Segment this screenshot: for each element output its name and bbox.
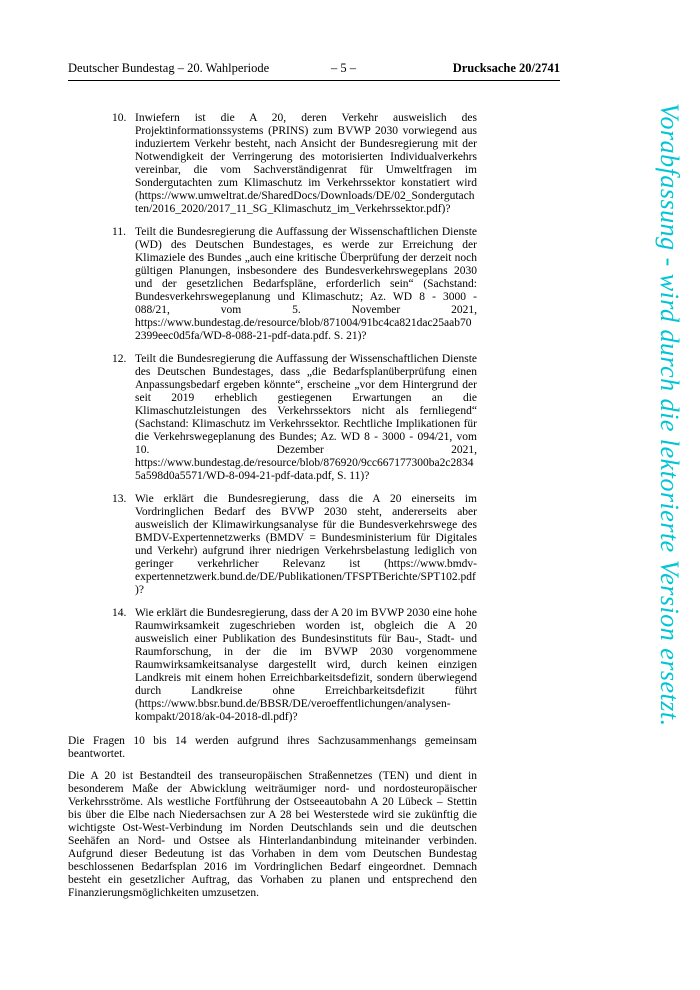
page-header: [68, 61, 560, 77]
question-text: Teilt die Bundesregierung die Auffassung der Wissenschaftlichen Dienste (WD) des Deutschen Bundestages, es werde zur Erreichung der Klimaziele des Bundes „auch eine kritische Überprüfung der derzeit noch gültigen Planungen, insbesondere des Bundesverkehrswegeplans 2030 und der gesetzlichen Bedarfspläne, erforderlich sein“ (Sachstand: Bundesverkehrswegeplanung und Klimaschutz; Az. WD 8 - 3000 - 088/21, vom 5. November 2021, https://www.bundestag.de/resource/blob/871004/91bc4ca821dac25aab702399eec0d5fa/WD-8-088-21-pdf-data.pdf. S. 21)?: [135, 226, 477, 342]
header-rule: [68, 80, 560, 81]
header-drucksache-number: 20/2741: [519, 61, 560, 75]
question-text: Inwiefern ist die A 20, deren Verkehr ausweislich des Projektinformationssystems (PRINS) zum BVWP 2030 vorwiegend aus induziertem Verkehr besteht, nach Ansicht der Bundesregierung mit der Notwendigkeit der Verringerung des motorisierten Individualverkehrs vereinbar, die vom Sachverständigenrat für Umweltfragen im Sondergutachten zum Klimaschutz im Verkehrssektor konstatiert wird (https://www.umweltrat.de/SharedDocs/Downloads/DE/02_Sondergutachten/2016_2020/2017_11_SG_Klimaschutz_im_Verkehrssektor.pdf)?: [135, 112, 477, 215]
header-page-number: – 5 –: [331, 61, 357, 75]
question-item-11: [112, 226, 477, 343]
question-item-10: [112, 112, 477, 216]
question-number: 14.: [112, 607, 127, 619]
question-number: 10.: [112, 112, 127, 124]
question-text: Wie erklärt die Bundesregierung, dass die A 20 einerseits im Vordringlichen Bedarf des BVWP 2030 steht, andererseits aber ausweislich der Klimawirkungsanalyse für die Bundesverkehrswege des BMDV-Expertennetzwerks (BMDV = Bundesministerium für Digitales und Verkehr) aufgrund ihrer niedrigen Verkehrsbelastung lediglich von geringer verkehrlicher Relevanz ist (https://www.bmdv-expertennetzwerk.bund.de/DE/Publikationen/TFSPTBerichte/SPT102.pdf)?: [135, 493, 477, 596]
question-number: 11.: [112, 226, 126, 238]
question-number: 12.: [112, 353, 127, 365]
answer-intro: Die Fragen 10 bis 14 werden aufgrund ihres Sachzusammenhangs gemeinsam beantwortet.: [68, 735, 477, 760]
question-item-12: [112, 353, 477, 483]
answer-paragraph: Die A 20 ist Bestandteil des transeuropäischen Straßennetzes (TEN) und dient in besonderem Maße der Abwicklung weiträumiger nord- und nordosteuropäischer Verkehrsströme. Als westliche Fortführung der Ostseeautobahn A 20 Lübeck – Stettin bis über die Elbe nach Niedersachsen zur A 28 bei Westerstede wird sie zukünftig die wichtigste Ost-West-Verbindung im Norden Deutschlands sein und die deutschen Seehäfen an Nord- und Ostsee als Hinterlandanbindung miteinander verbinden. Aufgrund dieser Bedeutung ist das Vorhaben in dem vom Deutschen Bundestag beschlossenen Bedarfsplan 2016 im Vordringlichen Bedarf eingeordnet. Demnach besteht ein gesetzlicher Auftrag, das Vorhaben zu planen und entsprechend den Finanzierungsmöglichkeiten umzusetzen.: [68, 770, 477, 899]
question-text: Teilt die Bundesregierung die Auffassung der Wissenschaftlichen Dienste des Deutschen Bundestages, dass „die Bedarfsplanüberprüfung einen Anpassungsbedarf ergeben könnte“, erscheine „vor dem Hintergrund der seit 2019 erheblich gestiegenen Erwartungen an die Klimaschutzleistungen des Verkehrssektors nicht als fernliegend“ (Sachstand: Klimaschutz im Verkehrssektor. Rechtliche Implikationen für die Verkehrswegeplanung des Bundes; Az. WD 8 - 3000 - 094/21, vom 10. Dezember 2021, https://www.bundestag.de/resource/blob/876920/9cc667177300ba2c28345a598d0a5571/WD-8-094-21-pdf-data.pdf, S. 11)?: [135, 353, 477, 482]
question-item-13: [112, 493, 477, 597]
header-parliament-label: Deutscher Bundestag – 20. Wahlperiode: [68, 61, 270, 75]
question-number: 13.: [112, 493, 127, 505]
header-drucksache-label: Drucksache: [452, 61, 516, 75]
question-item-14: [112, 607, 477, 724]
header-drucksache: [453, 61, 560, 76]
question-text: Wie erklärt die Bundesregierung, dass der A 20 im BVWP 2030 eine hohe Raumwirksamkeit zugeschrieben worden ist, obgleich die A 20 ausweislich einer Publikation des Bundesinstituts für Bau-, Stadt- und Raumforschung, in der die im BVWP 2030 vorgenommene Raumwirksamkeitsanalyse dargestellt wird, durch keinen einzigen Landkreis mit einem hohen Erreichbarkeitsdefizit, sondern überwiegend durch Landkreise ohne Erreichbarkeitsdefizit führt (https://www.bbsr.bund.de/BBSR/DE/veroeffentlichungen/analysen-kompakt/2018/ak-04-2018-dl.pdf)?: [135, 607, 477, 723]
prerelease-watermark: Vorabfassung - wird durch die lektorierte Version ersetzt.: [655, 103, 684, 727]
document-body: [68, 112, 477, 900]
